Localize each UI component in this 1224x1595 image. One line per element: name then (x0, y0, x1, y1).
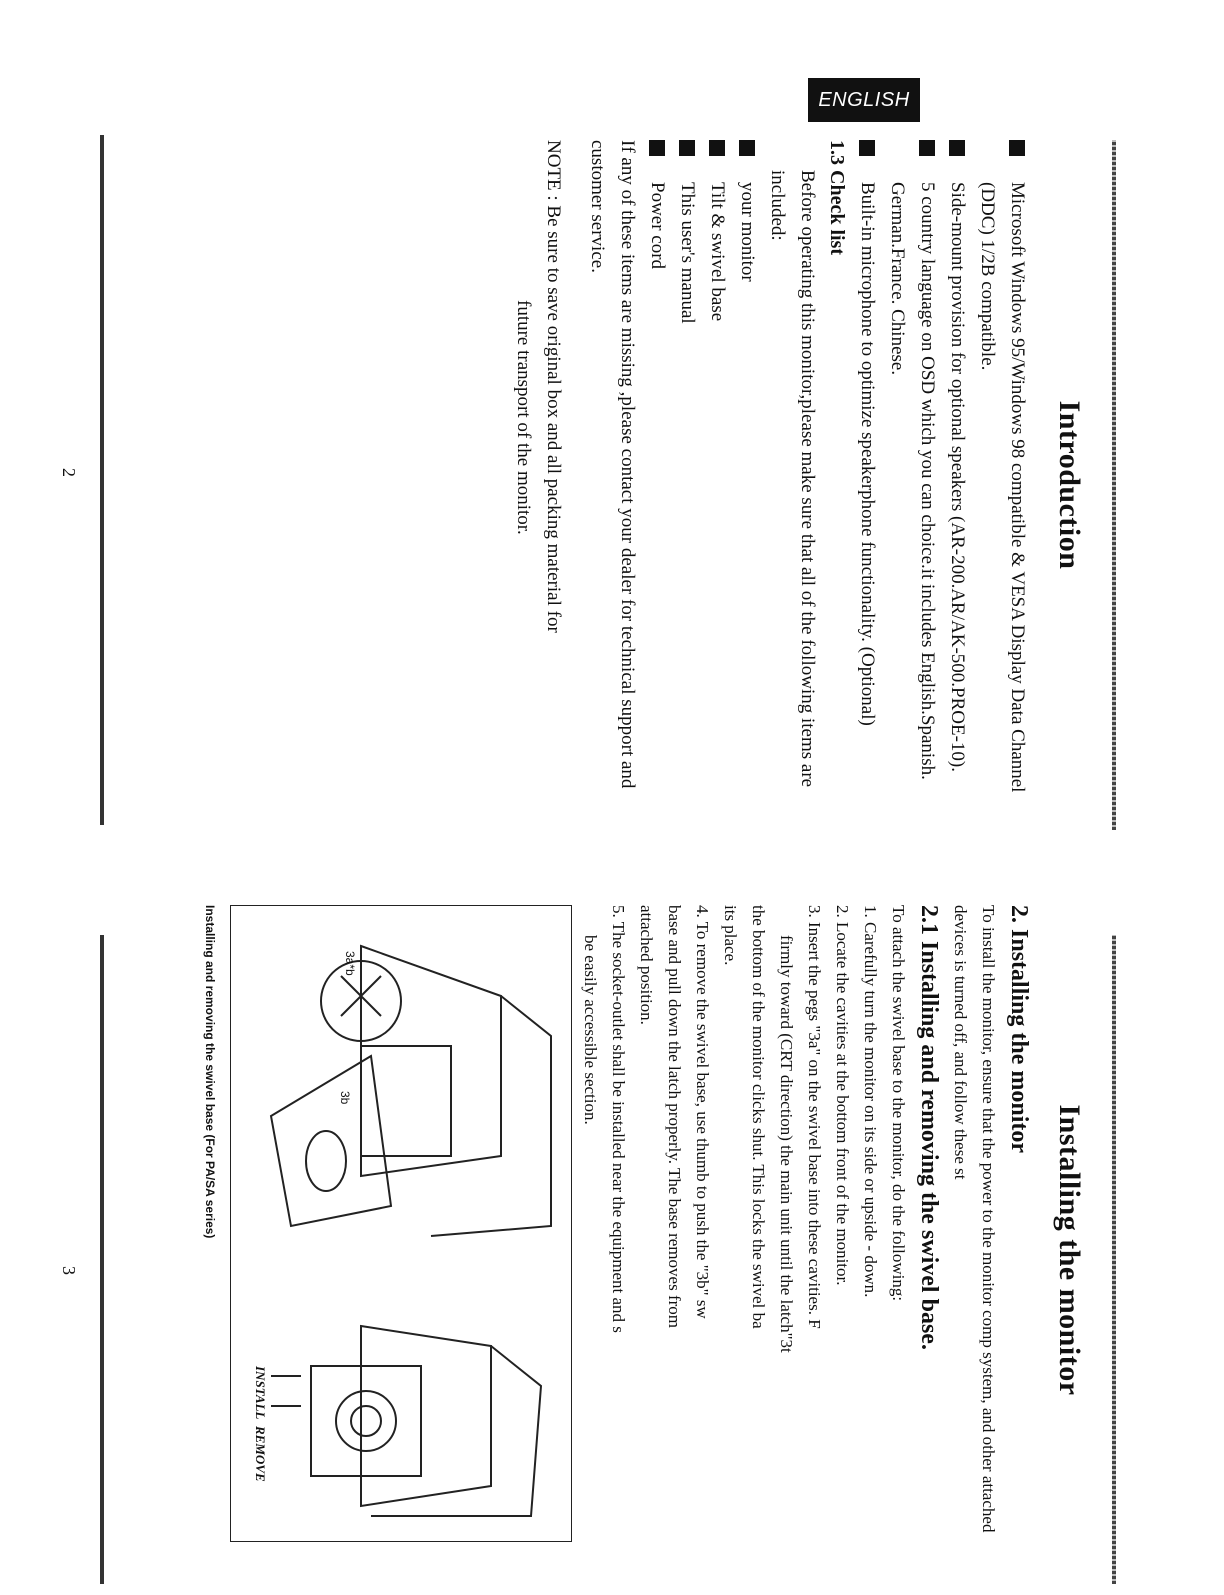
note (508, 140, 568, 820)
step-line: base and pull down the latch properly. The base removes from (665, 905, 684, 1328)
feature-bullet: Microsoft Windows 95/Windows 98 compatible & VESA Display Data Channel (DDC) 1/2B compatible. (972, 140, 1032, 820)
install-content (576, 905, 1036, 1585)
feature-bullet: Side-mount provision for optional speakers (AR-200.AR/AK-500.PROE-10). (942, 140, 972, 820)
figure-caption: Installing and removing the swivel base (For PA/SA series) (203, 905, 217, 1239)
page-title: Introduction (1053, 400, 1086, 570)
section-intro: To install the monitor, ensure that the power to the monitor comp system, and other attached devices is turned off, and follow these st (951, 905, 998, 1533)
header-rule-top (1112, 140, 1116, 830)
step-line: To attach the swivel base to the monitor, do the following: (889, 905, 908, 1302)
page-number-3: 3 (59, 1266, 79, 1275)
bullet-square-icon (1009, 140, 1025, 156)
check-list-intro: Before operating this monitor,please make sure that all of the following items are included: (767, 170, 818, 788)
swivel-base-figure (230, 905, 572, 1542)
feature-bullet: 5 country language on OSD which you can choice.it includes English.Spanish. German.France. Chinese. (882, 140, 942, 820)
bullet-square-icon (649, 140, 665, 156)
page-installing (102, 905, 1112, 1595)
label-install: INSTALL (253, 1366, 268, 1420)
bullet-square-icon (919, 140, 935, 156)
label-remove: REMOVE (253, 1426, 268, 1482)
intro-content (508, 140, 1032, 820)
check-item: Power cord (642, 140, 672, 820)
label-3ab: 3a*b (343, 951, 357, 976)
bullet-square-icon (739, 140, 755, 156)
step-line: 5. The socket-outlet shall be installed near the equipment and s (609, 905, 628, 1333)
step-line: be easily accessible section. (581, 935, 600, 1125)
step-line: 2. Locate the cavities at the bottom front of the monitor. (833, 905, 852, 1286)
step-line: its place. (721, 905, 740, 966)
page-number-2: 2 (59, 468, 79, 477)
step-line: 1. Carefully turn the monitor on its side or upside - down. (861, 905, 880, 1298)
check-item: This user's manual (672, 140, 702, 820)
step-line: attached position. (637, 905, 656, 1025)
note-label: NOTE : Be sure to save original box and all packing material for (543, 140, 564, 633)
monitor-diagram-icon (231, 906, 571, 1541)
feature-bullet: Built-in microphone to optimize speakerphone functionality. (Optional) (852, 140, 882, 820)
missing-items-text: If any of these items are missing ,please contact your dealer for technical support and customer service. (587, 140, 638, 789)
page-title: Installing the monitor (1053, 1104, 1086, 1396)
page-introduction (102, 140, 1112, 830)
section-heading: 2. Installing the monitor (1006, 905, 1032, 1154)
step-line: the bottom of the monitor clicks shut. This locks the swivel ba (749, 905, 768, 1329)
bullet-square-icon (679, 140, 695, 156)
bullet-square-icon (709, 140, 725, 156)
label-3b: 3b (338, 1091, 352, 1105)
step-line: firmly toward (CRT direction) the main unit until the latch"3t (777, 935, 796, 1353)
note-continuation: future transport of the monitor. (513, 300, 534, 535)
check-list-heading: 1.3 Check list (826, 140, 848, 255)
header-rule-bottom (1112, 935, 1116, 1584)
bullet-square-icon (859, 140, 875, 156)
check-item: your monitor (732, 140, 762, 820)
language-badge: ENGLISH (808, 78, 920, 122)
install-steps (576, 905, 912, 1585)
subsection-heading: 2.1 Installing and removing the swivel base. (916, 905, 942, 1350)
step-line: 3. Insert the pegs "3a" on the swivel base into these cavities. F (805, 905, 824, 1329)
step-line: 4. To remove the swivel base, use thumb to push the "3b" sw (693, 905, 712, 1319)
check-item: Tilt & swivel base (702, 140, 732, 820)
bullet-square-icon (949, 140, 965, 156)
